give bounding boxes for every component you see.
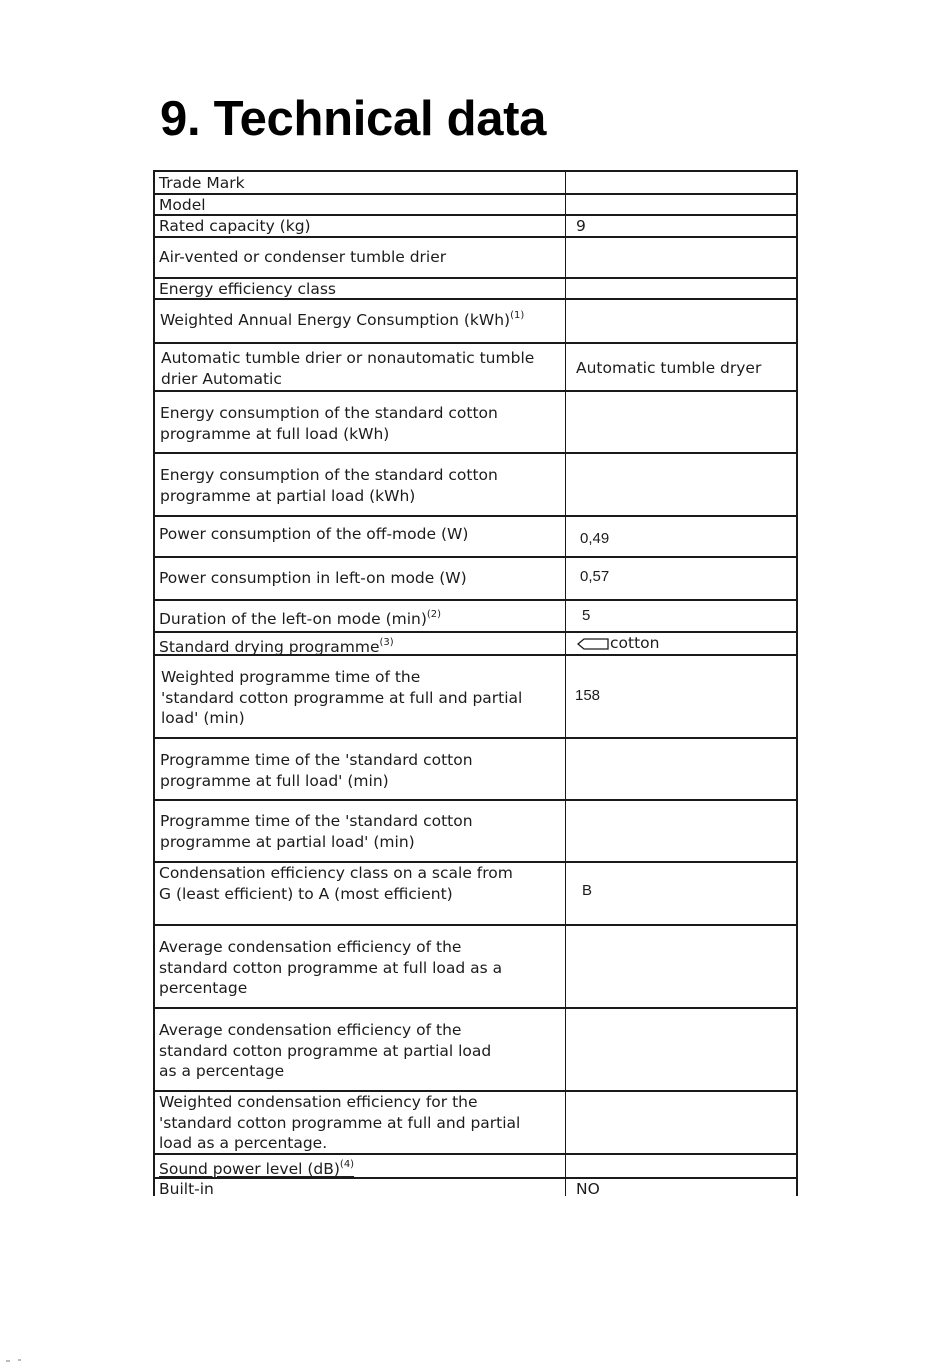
row-value: 9 <box>576 217 586 235</box>
row-label <box>160 811 560 852</box>
table-row <box>155 1092 796 1155</box>
row-label-line: Programme time of the 'standard cotton <box>160 751 473 769</box>
row-label <box>159 1092 559 1154</box>
row-label <box>159 937 559 999</box>
row-label-line: as a percentage <box>159 1062 285 1080</box>
row-label-text: Standard drying programme <box>159 638 380 656</box>
table-row <box>155 1179 796 1198</box>
row-label-line: programme at full load' (min) <box>160 771 389 790</box>
table-row <box>155 863 796 926</box>
row-label <box>159 637 559 658</box>
table-row <box>155 1155 796 1179</box>
row-label-line: Weighted programme time of the <box>161 668 421 686</box>
technical-data-table <box>153 170 798 1196</box>
table-row <box>155 656 796 739</box>
row-label-line: 'standard cotton programme at full and partial <box>161 688 523 707</box>
footnote-marker: (2) <box>426 609 442 620</box>
row-label: Trade Mark <box>159 174 245 192</box>
row-value: B <box>582 882 593 899</box>
table-row <box>155 195 796 216</box>
row-label <box>159 1159 559 1180</box>
row-label-line: Weighted condensation efficiency for the <box>159 1093 478 1111</box>
row-label-line: load' (min) <box>161 709 245 727</box>
footnote-marker: (3) <box>379 637 394 648</box>
row-label-line: Average condensation efficiency of the <box>159 1021 462 1039</box>
row-label-line: percentage <box>159 979 248 997</box>
row-label-line: Condensation efficiency class on a scale from <box>159 864 513 882</box>
row-value: 5 <box>582 607 591 624</box>
row-label-line: programme at partial load (kWh) <box>160 486 416 505</box>
row-value: 0,57 <box>580 568 610 585</box>
row-label-line: drier Automatic <box>161 369 282 388</box>
table-row <box>155 1009 796 1092</box>
row-label <box>159 1020 559 1082</box>
table-row <box>155 926 796 1009</box>
row-label <box>160 465 560 506</box>
table-row <box>155 172 796 195</box>
row-label-line: Programme time of the 'standard cotton <box>160 812 473 830</box>
row-label-text: Duration of the left-on mode (min) <box>159 610 427 628</box>
cotton-programme-icon <box>577 638 609 650</box>
row-value: Automatic tumble dryer <box>576 359 762 377</box>
table-row <box>155 216 796 238</box>
row-label-text: Sound power level (dB) <box>159 1160 340 1178</box>
row-label <box>160 403 560 444</box>
row-label-line: programme at full load (kWh) <box>160 424 390 443</box>
table-row <box>155 300 796 344</box>
table-row <box>155 454 796 517</box>
row-value: 158 <box>575 687 601 704</box>
table-row <box>155 392 796 454</box>
row-label <box>160 310 560 331</box>
table-row <box>155 344 796 392</box>
row-label <box>159 863 559 904</box>
row-label <box>160 750 560 791</box>
row-label <box>161 348 561 389</box>
table-row <box>155 558 796 601</box>
row-label <box>159 609 559 630</box>
row-label-line: 'standard cotton programme at full and partial <box>159 1113 521 1132</box>
row-label: Rated capacity (kg) <box>159 217 311 235</box>
table-row <box>155 238 796 279</box>
table-row <box>155 739 796 801</box>
row-label-line: standard cotton programme at partial load <box>159 1041 492 1060</box>
row-label <box>161 667 561 729</box>
row-label-line: Energy consumption of the standard cotton <box>160 466 498 484</box>
row-label: Model <box>159 196 206 214</box>
row-value <box>577 633 659 654</box>
table-row <box>155 517 796 558</box>
row-label-line: G (least efficient) to A (most efficient) <box>159 884 453 903</box>
page-title: 9. Technical data <box>160 92 547 146</box>
row-label-line: load as a percentage. <box>159 1134 328 1152</box>
row-label: Energy efficiency class <box>159 280 337 298</box>
table-row <box>155 801 796 863</box>
row-label: Air-vented or condenser tumble drier <box>159 248 447 266</box>
row-label-line: programme at partial load' (min) <box>160 832 415 851</box>
row-label-line: Average condensation efficiency of the <box>159 938 462 956</box>
row-label: Built-in <box>159 1180 214 1198</box>
footnote-marker: (4) <box>339 1159 355 1170</box>
footnote-marker: (1) <box>510 310 525 321</box>
table-row <box>155 601 796 633</box>
page-corner-mark <box>4 1353 34 1362</box>
row-label-text: Weighted Annual Energy Consumption (kWh) <box>160 311 511 329</box>
table-row <box>155 633 796 656</box>
row-label-line: Energy consumption of the standard cotton <box>160 404 498 422</box>
row-label: Power consumption in left-on mode (W) <box>159 569 467 587</box>
row-label: Power consumption of the off-mode (W) <box>159 525 469 543</box>
row-label-line: standard cotton programme at full load as a <box>159 958 503 977</box>
row-value: 0,49 <box>580 530 610 547</box>
row-label-line: Automatic tumble drier or nonautomatic tumble <box>161 349 535 367</box>
row-value: NO <box>576 1180 600 1198</box>
programme-name: cotton <box>610 634 660 652</box>
table-row <box>155 279 796 300</box>
